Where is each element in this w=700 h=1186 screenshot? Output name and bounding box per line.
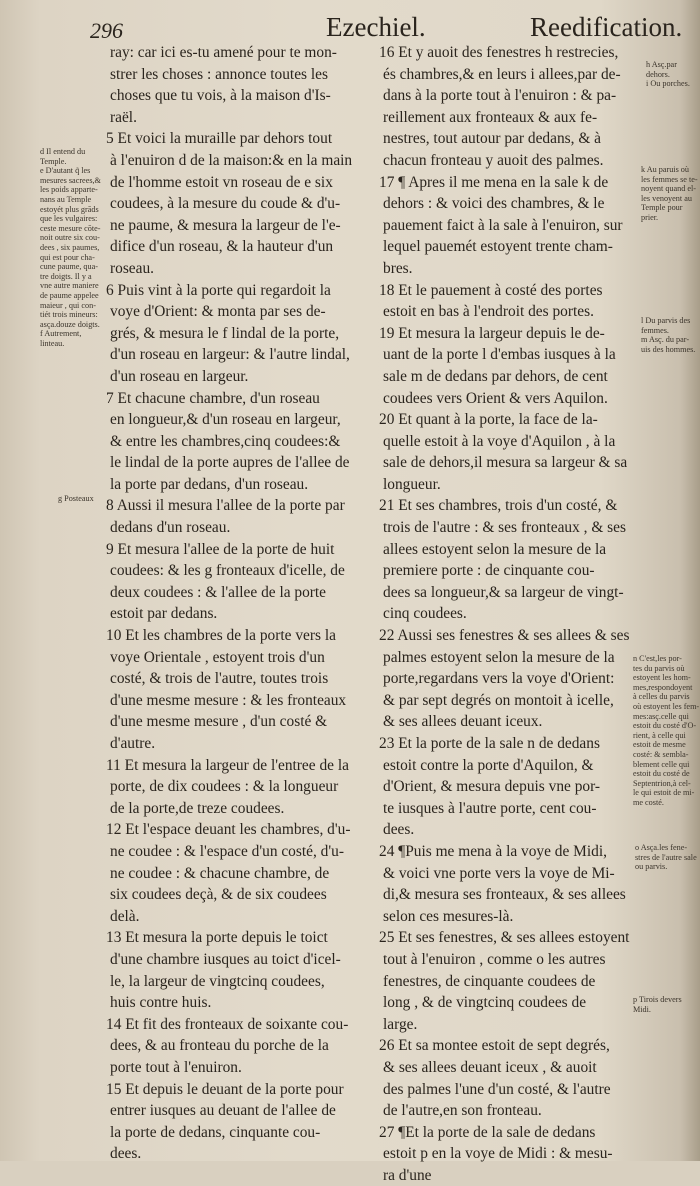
text-line: choses que tu vois, à la maison d'Is- <box>110 87 331 105</box>
text-line: quelle estoit à la voye d'Aquilon , à la <box>383 432 616 450</box>
text-line: 5 Et voici la muraille par dehors tout <box>106 130 333 148</box>
text-line: te iusques à l'autre porte, cent cou- <box>383 799 597 817</box>
text-line: 19 Et mesura la largeur depuis le de- <box>379 324 605 342</box>
text-line: estoit en bas à l'endroit des portes. <box>383 303 594 321</box>
text-line: la porte par dedans, d'un roseau. <box>110 475 309 493</box>
text-line: 6 Puis vint à la porte qui regardoit la <box>106 281 331 299</box>
text-line: coudees, à la mesure du coude & d'u- <box>110 195 341 213</box>
text-line: & entre les chambres,cinq coudees:& <box>110 432 341 450</box>
text-line: fenestres, de cinquante coudees de <box>383 972 596 990</box>
text-line: 17 ¶ Apres il me mena en la sale k de <box>379 173 609 191</box>
text-line: 18 Et le pauement à costé des portes <box>379 281 603 299</box>
text-line: reillement aux fronteaux & aux fe- <box>383 108 598 126</box>
margin-note-line: nans au Temple <box>40 194 92 204</box>
text-line: d'une mesme mesure , d'un costé & <box>110 713 328 731</box>
text-line: longueur. <box>383 475 441 493</box>
margin-note-line: asça.douze doigts. <box>40 319 100 329</box>
margin-note-line: Temple. <box>40 156 67 166</box>
margin-note-line: linteau. <box>40 338 65 348</box>
text-line: & ses allees deuant iceux. <box>383 713 543 731</box>
text-line: 7 Et chacune chambre, d'un roseau <box>106 389 320 407</box>
text-line: costé, & trois de l'autre, toutes trois <box>110 670 329 688</box>
margin-note-right <box>633 654 700 808</box>
text-line: de l'homme estoit vn roseau de e six <box>110 173 333 191</box>
text-line: dees. <box>110 1145 142 1163</box>
margin-note-line: e D'autant q̃ les <box>40 166 91 176</box>
text-line: & voici vne porte vers la voye de Mi- <box>383 864 615 882</box>
text-line: à l'enuiron d de la maison:& en la main <box>110 151 353 169</box>
margin-note-right <box>633 995 700 1014</box>
text-line: ne coudee : & chacune chambre, de <box>110 864 330 882</box>
text-line: dedans d'un roseau. <box>110 519 231 537</box>
text-line: de la porte,de treze coudees. <box>110 799 285 817</box>
text-line: allees estoyent selon la mesure de la <box>383 540 607 558</box>
margin-note-line: mesures sacrees,& <box>40 175 101 185</box>
text-line: palmes estoyent selon la mesure de la <box>383 648 615 666</box>
margin-note-line: mes:asç.celle qui <box>633 711 689 721</box>
text-line: cinq coudees. <box>383 605 467 623</box>
margin-note-line: dees , six paumes, <box>40 242 100 252</box>
text-line: 13 Et mesura la porte depuis le toict <box>106 929 328 947</box>
margin-note-line: rient, à celle qui <box>633 730 686 740</box>
margin-note-line: estoit du costé de <box>633 769 690 779</box>
text-line: 23 Et la porte de la sale n de dedans <box>379 735 600 752</box>
text-line: voye d'Orient: & monta par ses de- <box>110 303 326 321</box>
text-line: d'une chambre iusques au toict d'icel- <box>110 950 341 968</box>
text-line: d'un roseau en largeur: & l'autre lindal, <box>110 346 350 364</box>
text-line: & ses allees deuant iceux , & auoit <box>383 1058 597 1076</box>
text-line: 27 ¶Et la porte de la sale de dedans <box>379 1123 596 1141</box>
text-line: 9 Et mesura l'allee de la porte de huit <box>106 540 335 558</box>
margin-note-line: les poids apparte- <box>40 185 98 195</box>
text-line: voye Orientale , estoyent trois d'un <box>110 648 325 666</box>
text-line: roseau. <box>110 259 155 277</box>
running-head-topic: Reedification. <box>530 12 683 42</box>
text-line: porte tout à l'enuiron. <box>110 1058 242 1076</box>
text-line: 25 Et ses fenestres, & ses allees estoyent <box>379 929 630 947</box>
text-line: estoit par dedans. <box>110 605 218 623</box>
text-line: le lindal de la porte aupres de l'allee de <box>110 454 350 472</box>
text-line: des palmes l'une d'un costé, & l'autre <box>383 1080 611 1098</box>
text-line: 16 Et y auoit des fenestres h restrecies, <box>379 44 619 61</box>
margin-note-line: Midi. <box>633 1004 651 1014</box>
text-line: selon ces mesures-là. <box>383 907 514 925</box>
margin-note-line: Temple pour prier. <box>641 203 683 222</box>
margin-note-line: stres de l'autre sale <box>635 852 697 862</box>
text-line: 14 Et fit des fronteaux de soixante cou- <box>106 1015 349 1033</box>
text-line: tout à l'enuiron , comme o les autres <box>383 950 606 968</box>
text-line: trois de l'autre : & ses fronteaux , & ses <box>383 519 626 537</box>
margin-note-right <box>641 316 700 354</box>
text-line: ne coudee : & l'espace d'un costé, d'u- <box>110 842 344 860</box>
text-line: six coudees deçà, & de six coudees <box>110 886 327 904</box>
margin-note-line: estoyent les hom- <box>633 673 691 683</box>
margin-note-line: me costé. <box>633 797 664 807</box>
text-line: 20 Et quant à la porte, la face de la- <box>379 411 598 429</box>
margin-note-line: h Asç.par dehors. <box>646 60 677 79</box>
text-line: d'une mesme mesure : & les fronteaux <box>110 691 347 709</box>
text-line: coudees vers Orient & vers Aquilon. <box>383 389 608 407</box>
margin-note-line: l Du parvis des <box>641 316 691 325</box>
text-line: d'un roseau en largeur. <box>110 367 249 385</box>
margin-note-line: tiét trois mineurs: <box>40 310 98 320</box>
text-line: pauement faict à la sale à l'enuiron, sur <box>383 216 623 234</box>
margin-note-line: tre doigts. Il y a <box>40 271 92 281</box>
margin-note-line: ou parvis. <box>635 862 668 872</box>
margin-note-line: estoyét plus grāds <box>40 204 99 214</box>
text-line: de l'autre,en son fronteau. <box>383 1102 542 1120</box>
text-line: 24 ¶Puis me mena à la voye de Midi, <box>379 842 607 860</box>
margin-note-line: où estoyent les fem- <box>633 701 700 711</box>
text-line: coudees: & les g fronteaux d'icelle, de <box>110 562 345 580</box>
margin-note-line: noit outre six cou- <box>40 233 100 243</box>
text-line: long , & de vingtcinq coudees de <box>383 994 587 1012</box>
text-line: estoit p en la voye de Midi : & mesu- <box>383 1145 613 1163</box>
text-line: porte, de dix coudees : & la longueur <box>110 778 339 796</box>
text-line: sale de dehors,il mesura sa largeur & sa <box>383 454 628 472</box>
text-line: 21 Et ses chambres, trois d'un costé, & <box>379 497 618 515</box>
margin-note-line: o Asça.les fene- <box>635 843 688 852</box>
margin-note-line: mes,respondoyent <box>633 682 693 692</box>
text-line: strer les choses : annonce toutes les <box>110 65 328 83</box>
margin-note-line: uis des hommes. <box>641 344 696 354</box>
text-line: uant de la porte l d'embas iusques à la <box>383 346 616 364</box>
text-line: raël. <box>110 108 137 126</box>
text-line: di,& mesura ses fronteaux, & ses allees <box>383 886 626 904</box>
text-line: dees sa longueur,& sa largeur de vingt- <box>383 583 624 601</box>
left-text-column <box>106 42 370 1165</box>
margin-note-line: g Posteaux <box>58 494 94 503</box>
margin-note-line: estoit de mesme <box>633 740 686 750</box>
text-line: dehors : & voici des chambres, & le <box>383 195 605 213</box>
text-line: lequel pauemét estoyent trente cham- <box>383 238 613 256</box>
text-line: la porte de dedans, cinquante cou- <box>110 1123 321 1141</box>
text-line: huis contre huis. <box>110 994 212 1012</box>
margin-note-line: p Tirois devers <box>633 995 682 1004</box>
text-line: 22 Aussi ses fenestres & ses allees & ses <box>379 627 630 645</box>
margin-note-line: i Ou porches. <box>646 79 690 89</box>
margin-note-left <box>40 147 110 348</box>
margin-note-line: m Asç. du par- <box>641 335 690 345</box>
margin-note-line: Septentrion,à cel- <box>633 778 691 788</box>
text-line: chacun fronteau y auoit des palmes. <box>383 151 604 169</box>
text-line: dees, & au fronteau du porche de la <box>110 1037 329 1055</box>
margin-note-line: estoit du costé d'O- <box>633 721 697 731</box>
text-line: entrer iusques au deuant de l'allee de <box>110 1102 336 1120</box>
margin-note-line: d Il entend du <box>40 147 86 156</box>
margin-note-line: les venoyent au <box>641 193 692 203</box>
margin-note-line: de paume appelee <box>40 290 99 300</box>
margin-note-line: noyent quand el- <box>641 184 697 194</box>
text-line: dees. <box>383 821 415 839</box>
margin-note-right <box>646 60 700 89</box>
text-line: premiere porte : de cinquante cou- <box>383 562 595 580</box>
text-line: dans à la porte tout à l'enuiron : & pa- <box>383 87 617 105</box>
margin-note-line: le qui estoit de mi- <box>633 788 695 798</box>
right-text-column <box>379 42 637 1186</box>
text-line: 15 Et depuis le deuant de la porte pour <box>106 1080 344 1098</box>
margin-note-right <box>641 165 700 223</box>
margin-note-right <box>635 843 700 872</box>
text-line: delà. <box>110 907 140 925</box>
text-line: nestres, tout autour par dedans, & à <box>383 130 601 148</box>
margin-note-left <box>58 494 108 504</box>
text-line: estoit contre la porte d'Aquilon, & <box>383 756 594 774</box>
running-head-book: Ezechiel. <box>326 12 426 42</box>
margin-note-line: ceste mesure cōte- <box>40 223 101 233</box>
margin-note-line: qui est pour cha- <box>40 252 95 262</box>
page-number: 296 <box>90 18 123 43</box>
text-line: 10 Et les chambres de la porte vers la <box>106 627 336 645</box>
margin-note-line: que les vulgaires: <box>40 214 98 224</box>
margin-note-line: maieur , qui con- <box>40 300 96 310</box>
text-line: 11 Et mesura la largeur de l'entree de la <box>106 756 349 774</box>
text-line: deux coudees : & l'allee de la porte <box>110 583 327 601</box>
margin-note-line: k Au paruis où <box>641 165 689 174</box>
text-line: difice d'un roseau, & la hauteur d'un <box>110 238 334 256</box>
margin-note-line: costé: & sembla- <box>633 749 689 759</box>
margin-note-line: cune paume, qua- <box>40 262 98 272</box>
margin-note-line: f Autrement, <box>40 329 82 339</box>
text-line: en longueur,& d'un roseau en largeur, <box>110 411 341 429</box>
margin-note-line: tes du parvis où <box>633 663 685 673</box>
margin-note-line: blement celle qui <box>633 759 690 769</box>
margin-note-line: à celles du parvis <box>633 692 690 702</box>
margin-note-line: femmes. <box>641 325 669 335</box>
text-line: ra d'une <box>383 1166 432 1184</box>
margin-note-line: les femmes se te- <box>641 174 698 184</box>
text-line: ray: car ici es-tu amené pour te mon- <box>110 44 337 61</box>
text-line: bres. <box>383 259 413 277</box>
text-line: d'autre. <box>110 735 156 752</box>
text-line: d'Orient, & mesura depuis vne por- <box>383 778 601 796</box>
margin-note-line: vne autre maniere <box>40 281 99 291</box>
text-line: ne paume, & mesura la largeur de l'e- <box>110 216 341 234</box>
text-line: porte,regardans vers la voye d'Orient: <box>383 670 615 688</box>
margin-note-line: n C'est,les por- <box>633 654 682 663</box>
text-line: & par sept degrés on montoit à icelle, <box>383 691 614 709</box>
text-line: és chambres,& en leurs i allees,par de- <box>383 65 621 83</box>
text-line: large. <box>383 1015 418 1033</box>
text-line: sale m de dedans par dehors, de cent <box>383 367 608 385</box>
text-line: le, la largeur de vingtcinq coudees, <box>110 972 325 990</box>
text-line: grés, & mesura le f lindal de la porte, <box>110 324 340 342</box>
text-line: 12 Et l'espace deuant les chambres, d'u- <box>106 821 351 839</box>
text-line: 26 Et sa montee estoit de sept degrés, <box>379 1037 610 1055</box>
text-line: 8 Aussi il mesura l'allee de la porte par <box>106 497 345 515</box>
